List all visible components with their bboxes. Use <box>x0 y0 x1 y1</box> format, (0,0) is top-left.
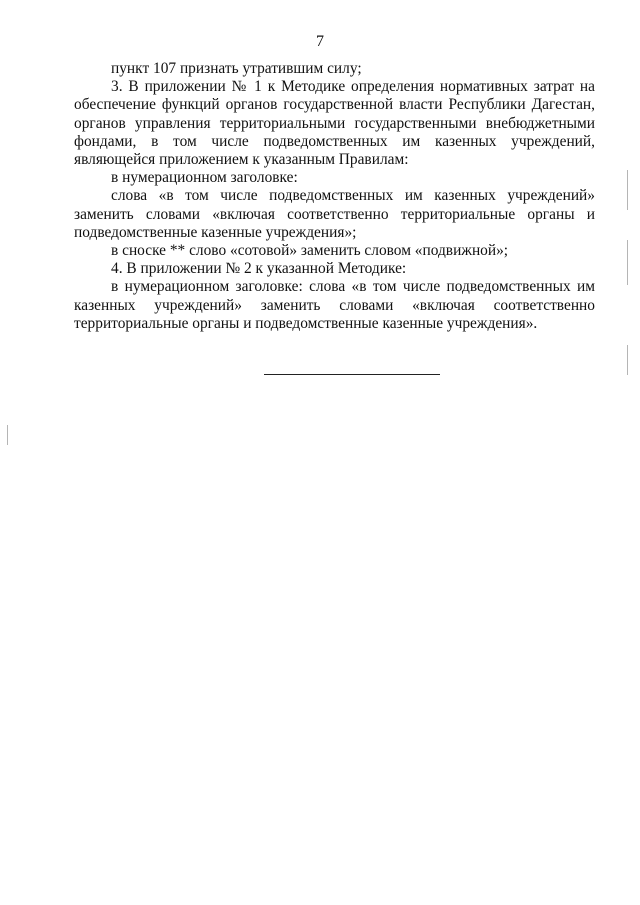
scan-artifact <box>7 425 8 445</box>
paragraph-numbering-heading-1: в нумерационном заголовке: <box>111 169 298 187</box>
paragraph-clause-107: пункт 107 признать утратившим силу; <box>111 60 362 77</box>
page-number: 7 <box>316 33 324 50</box>
paragraph-replace-words-1: слова «в том числе подведомственных им казенных учреждений» заменить словами «включая соответственно территориальные органы и подведомственные казенные учреждения»; <box>74 187 595 241</box>
scan-artifact <box>627 170 628 210</box>
paragraph-numbering-heading-2: в нумерационном заголовке: слова «в том числе подведомственных им казенных учреждений» заменить словами «включая соответственно территориальные органы и подведомственные казенные учреждения». <box>74 278 595 332</box>
scan-artifact <box>627 240 628 285</box>
paragraph-footnote-change: в сноске ** слово «сотовой» заменить словом «подвижной»; <box>111 242 509 260</box>
paragraph-item-3: 3. В приложении № 1 к Методике определения нормативных затрат на обеспечение функций органов государственной власти Республики Дагестан, органов управления территориальными государственными внебюджетными фондами, в том числе подведомственных им казенных учреждений, являющейся приложением к указанным Правилам: <box>74 78 595 169</box>
document-body <box>74 60 595 333</box>
paragraph-item-4: 4. В приложении № 2 к указанной Методике: <box>111 260 407 278</box>
scan-artifact <box>627 345 628 375</box>
separator-line <box>264 374 440 375</box>
